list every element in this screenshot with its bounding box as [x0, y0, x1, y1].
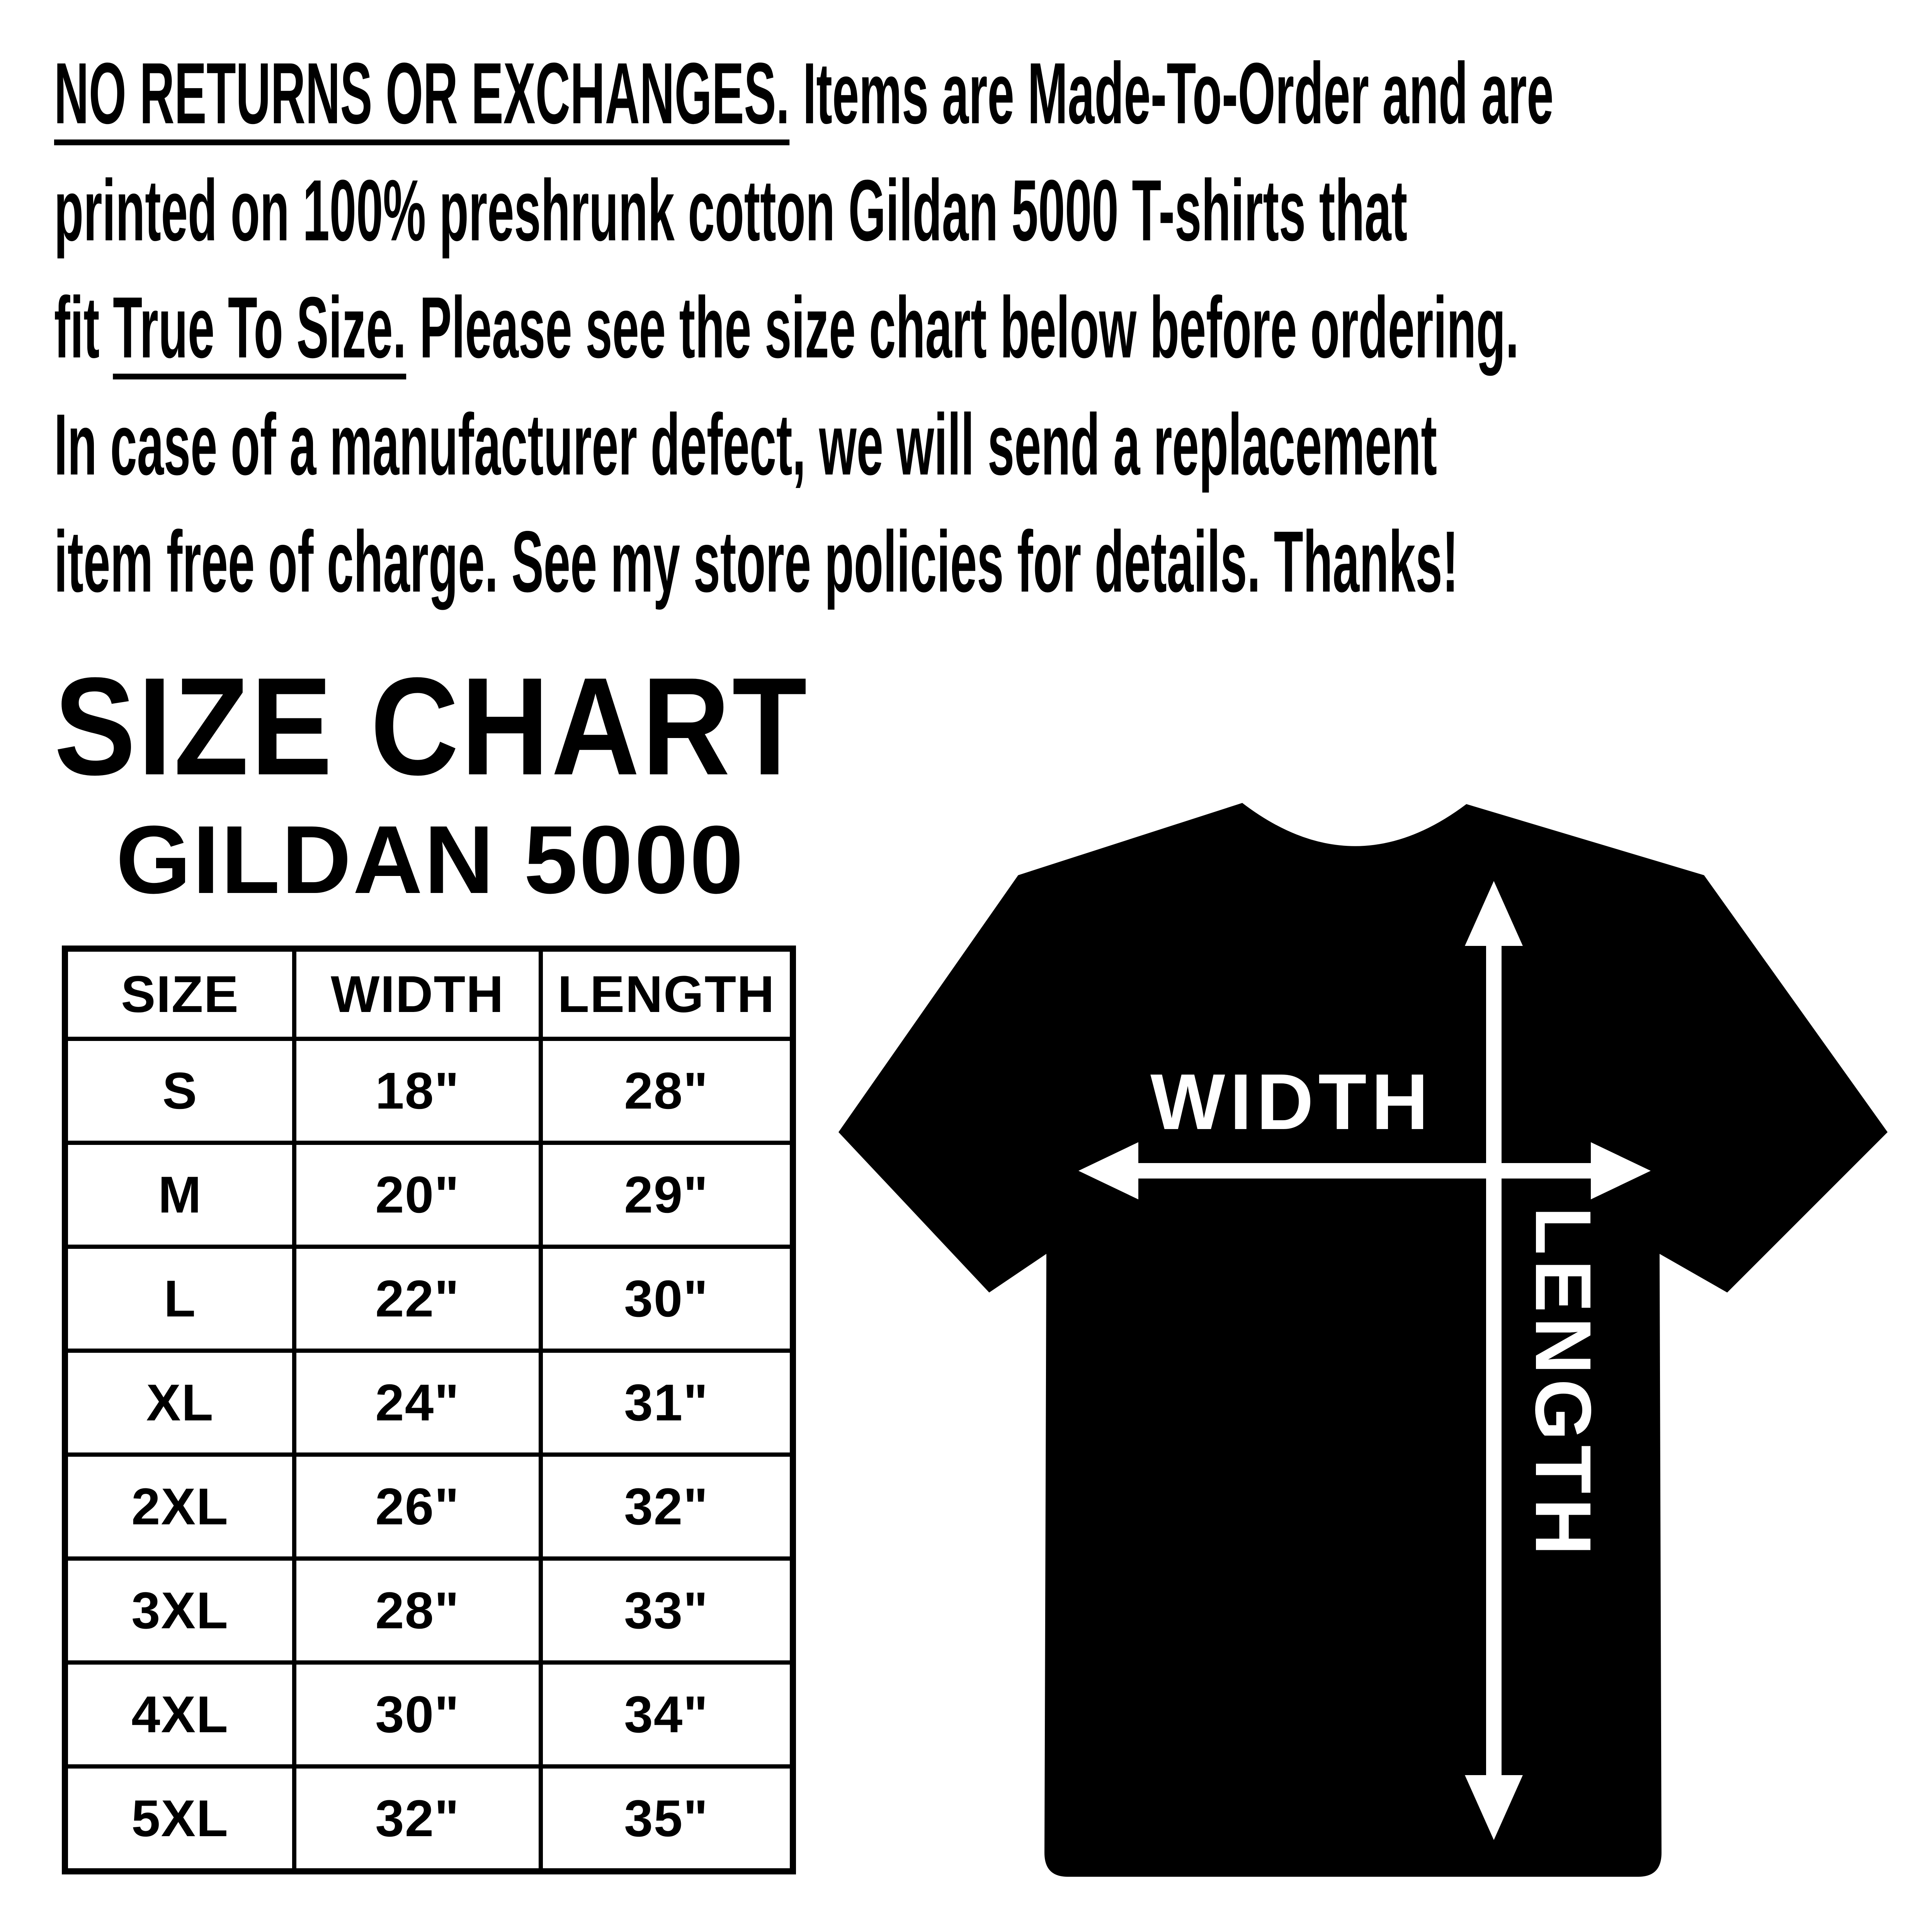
- size-cell: 3XL: [68, 1561, 292, 1660]
- size-cell: 5XL: [68, 1769, 292, 1868]
- size-cell: XL: [68, 1353, 292, 1452]
- underlined-phrase: True To Size.: [113, 279, 406, 376]
- size-cell: M: [68, 1145, 292, 1245]
- notice-line: printed on 100% preshrunk cotton Gildan 5000 T-shirts that: [54, 162, 1408, 259]
- size-cell: 4XL: [68, 1665, 292, 1764]
- length-cell: 33": [543, 1561, 790, 1660]
- width-cell: 30": [296, 1665, 539, 1764]
- notice-line: NO RETURNS OR EXCHANGES. Items are Made-To-Order and are: [54, 44, 1554, 142]
- length-cell: 30": [543, 1249, 790, 1349]
- page-title: SIZE CHART: [54, 649, 809, 804]
- tshirt-silhouette: [838, 803, 1888, 1877]
- width-cell: 28": [296, 1561, 539, 1660]
- length-cell: 35": [543, 1769, 790, 1868]
- width-cell: 32": [296, 1769, 539, 1868]
- notice-line: fit True To Size. Please see the size chart below before ordering.: [54, 279, 1519, 376]
- size-table: [62, 946, 796, 1874]
- table-header-size: SIZE: [68, 952, 292, 1037]
- width-cell: 22": [296, 1249, 539, 1349]
- length-cell: 32": [543, 1457, 790, 1556]
- shirt-model-subtitle: GILDAN 5000: [116, 806, 745, 913]
- notice-line: item free of charge. See my store policies for details. Thanks!: [54, 513, 1459, 610]
- length-cell: 34": [543, 1665, 790, 1764]
- width-cell: 18": [296, 1041, 539, 1141]
- tshirt-diagram: [792, 773, 1932, 1932]
- width-cell: 24": [296, 1353, 539, 1452]
- length-cell: 29": [543, 1145, 790, 1245]
- size-cell: L: [68, 1249, 292, 1349]
- width-cell: 26": [296, 1457, 539, 1556]
- underlined-phrase: NO RETURNS OR EXCHANGES.: [54, 44, 790, 142]
- table-header-length: LENGTH: [543, 952, 790, 1037]
- width-cell: 20": [296, 1145, 539, 1245]
- notice-line: In case of a manufacturer defect, we will send a replacement: [54, 396, 1437, 493]
- length-cell: 31": [543, 1353, 790, 1452]
- size-cell: 2XL: [68, 1457, 292, 1556]
- table-header-width: WIDTH: [296, 952, 539, 1037]
- returns-policy-paragraph: [54, 35, 1851, 620]
- length-cell: 28": [543, 1041, 790, 1141]
- length-arrow-label: LENGTH: [1519, 1206, 1607, 1560]
- width-arrow-label: WIDTH: [1150, 1058, 1433, 1146]
- size-cell: S: [68, 1041, 292, 1141]
